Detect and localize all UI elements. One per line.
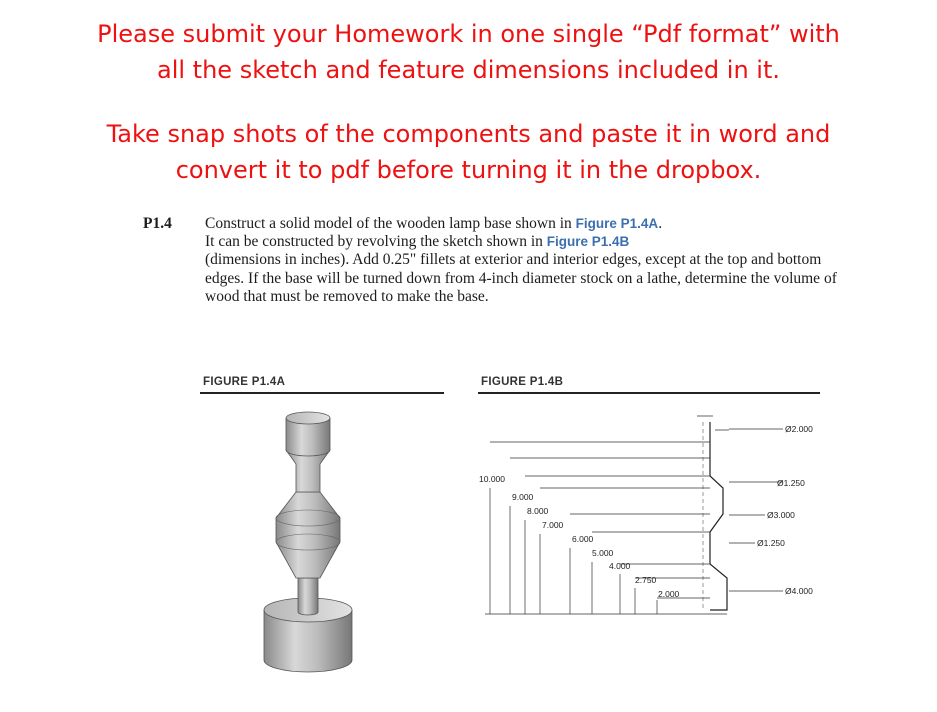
dim-height-10000: 10.000	[479, 474, 505, 484]
figure-ref-a: Figure P1.4A	[575, 216, 659, 231]
figure-b-label: FIGURE P1.4B	[481, 376, 564, 388]
dim-diameter-lower-neck: Ø1.250	[757, 538, 785, 548]
figure-b-rule	[478, 392, 820, 394]
dim-height-7000: 7.000	[542, 520, 564, 530]
vertical-dimension-lines	[485, 442, 727, 614]
instruction-line-3: Take snap shots of the components and paste it in word and	[106, 120, 831, 148]
revolve-sketch-drawing	[465, 402, 825, 632]
instruction-line-4: convert it to pdf before turning it in the dropbox.	[175, 156, 762, 184]
problem-text-b: .	[658, 215, 663, 232]
dim-diameter-top: Ø2.000	[785, 424, 813, 434]
figure-ref-b: Figure P1.4B	[546, 234, 630, 250]
lamp-base-render	[250, 400, 370, 700]
figure-a-rule	[200, 392, 444, 394]
dim-diameter-upper-neck: Ø1.250	[777, 478, 805, 488]
dim-height-9000: 9.000	[512, 492, 534, 502]
submission-instructions	[0, 16, 937, 88]
instruction-line-2: all the sketch and feature dimensions included in it.	[157, 56, 780, 84]
dim-diameter-middle: Ø3.000	[767, 510, 795, 520]
dim-diameter-base: Ø4.000	[785, 586, 813, 596]
dim-height-8000: 8.000	[527, 506, 549, 516]
sketch-profile	[703, 422, 727, 610]
dim-height-6000: 6.000	[572, 534, 594, 544]
dim-height-4000: 4.000	[609, 561, 631, 571]
dim-height-2750: 2.750	[635, 575, 657, 585]
snapshot-instructions	[0, 116, 937, 188]
dim-height-5000: 5.000	[592, 548, 614, 558]
instruction-line-1: Please submit your Homework in one single “Pdf format” with	[97, 20, 840, 48]
problem-number: P1.4	[143, 215, 172, 232]
figure-a-label: FIGURE P1.4A	[203, 376, 286, 388]
problem-text-c: It can be constructed by revolving the sketch shown in	[205, 233, 547, 251]
problem-text-a: Construct a solid model of the wooden lamp base shown in	[205, 215, 576, 232]
problem-text-d: (dimensions in inches). Add 0.25" fillets at exterior and interior edges, except at the top and bottom edges. If the base will be turned down from 4-inch diameter stock on a lathe, determine the volume of wood that must be removed to make the base.	[205, 251, 837, 305]
problem-body	[205, 215, 845, 306]
dim-height-2000: 2.000	[658, 589, 680, 599]
